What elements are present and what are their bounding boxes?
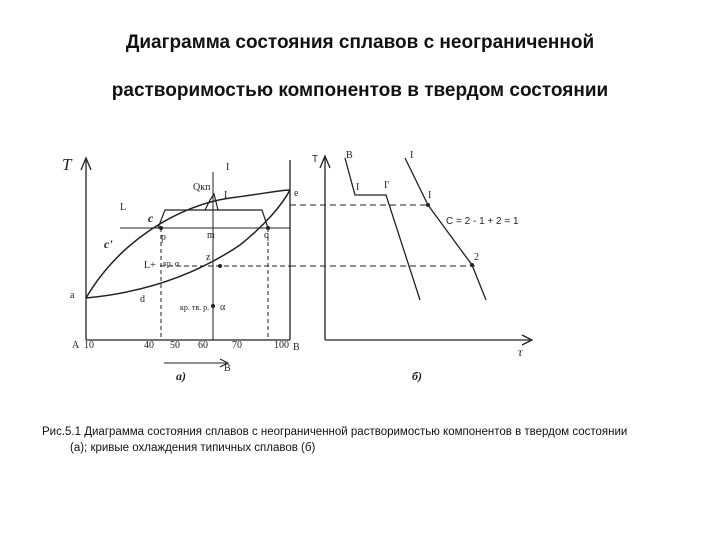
solidus-curve bbox=[86, 190, 290, 298]
sublabel-a: а) bbox=[176, 369, 186, 383]
axis-label-T: T bbox=[62, 155, 72, 174]
tick-60: 60 bbox=[198, 340, 208, 351]
label-z-b: 2 bbox=[474, 252, 479, 263]
label-I-top-b: I bbox=[410, 150, 414, 161]
label-p: p bbox=[161, 232, 166, 243]
tick-70: 70 bbox=[232, 340, 242, 351]
label-alpha: α bbox=[220, 302, 226, 313]
axis-label-B-right: B bbox=[293, 342, 300, 353]
cooling-curve-pure bbox=[345, 158, 420, 300]
tick-100: 100 bbox=[274, 340, 289, 351]
label-I-prime-b: I' bbox=[384, 180, 390, 191]
label-B-b: B bbox=[346, 150, 353, 161]
label-I-mid: I bbox=[224, 190, 228, 201]
caption-line-2: (а); кривые охлаждения типичных сплавов (б) bbox=[70, 442, 316, 454]
axis-label-B-name: B bbox=[224, 363, 231, 374]
axis-label-A: A bbox=[72, 340, 80, 351]
label-I-top: I bbox=[226, 162, 230, 173]
page-title-line-2: растворимостью компонентов в твердом состоянии bbox=[111, 80, 609, 101]
label-a: a bbox=[70, 290, 75, 301]
label-e: е bbox=[294, 188, 299, 199]
point-p bbox=[159, 226, 163, 230]
diagram-a bbox=[62, 155, 300, 383]
point-b-lower bbox=[470, 263, 474, 267]
tick-10: 10 bbox=[84, 340, 94, 351]
caption-line-1: Рис.5.1 Диаграмма состояния сплавов с неограниченной растворимостью компонентов в твердом состоянии bbox=[42, 426, 628, 438]
page-title-line-1: Диаграмма состояния сплавов с неограниченной bbox=[125, 32, 595, 53]
label-kp-tv: кр. тв. р. bbox=[180, 303, 210, 312]
label-I-right-b: I bbox=[428, 190, 432, 201]
label-c: c bbox=[148, 211, 154, 225]
label-m: m bbox=[207, 230, 215, 241]
label-q: q bbox=[264, 230, 269, 241]
point-z bbox=[218, 264, 222, 268]
figure-caption bbox=[42, 424, 682, 456]
axis-label-T-b: T bbox=[312, 154, 319, 165]
label-Qkp: Qкп bbox=[193, 182, 211, 193]
axis-label-tau: τ bbox=[518, 345, 523, 359]
label-d: d bbox=[140, 294, 145, 305]
cooling-curve-alloy bbox=[405, 158, 486, 300]
point-b-upper bbox=[426, 203, 430, 207]
liquidus-curve bbox=[86, 190, 290, 298]
degrees-of-freedom-formula: C = 2 - 1 + 2 = 1 bbox=[446, 216, 519, 227]
label-c-prime: c' bbox=[104, 237, 113, 251]
label-I-left-b: I bbox=[356, 182, 360, 193]
label-kp-alpha: кр. α bbox=[163, 259, 180, 268]
label-z: z bbox=[206, 252, 211, 263]
diagram-b bbox=[290, 150, 532, 383]
tick-50: 50 bbox=[170, 340, 180, 351]
label-L: L bbox=[120, 202, 127, 213]
label-L-plus: L+ bbox=[144, 260, 156, 271]
tick-40: 40 bbox=[144, 340, 154, 351]
point-alpha bbox=[211, 304, 215, 308]
sublabel-b: б) bbox=[412, 369, 422, 383]
